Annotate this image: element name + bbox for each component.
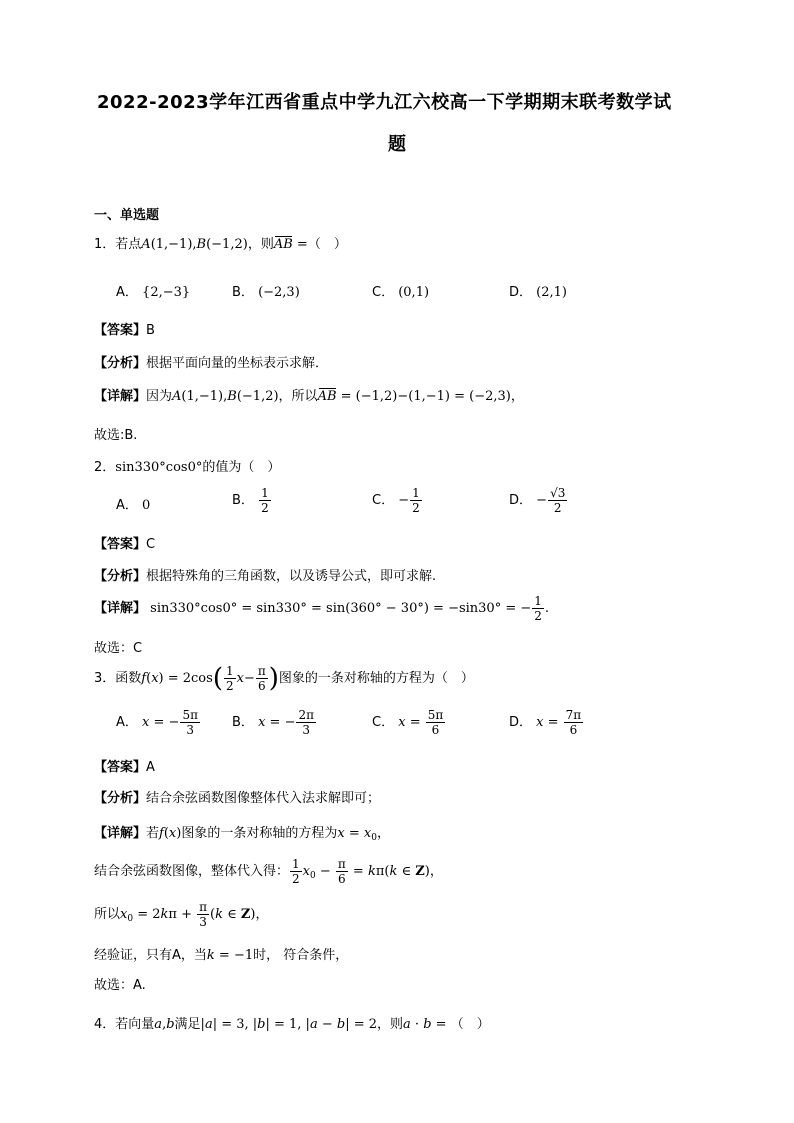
question-3-stem: 3．函数f(x) = 2cos( $\frac{1}{2}$ x− $\frac{\pi}{6}$ )图象的一条对称轴的方程为（ ） — [94, 663, 474, 694]
q3-analysis: 【分析】结合余弦函数图像整体代入法求解即可； — [94, 791, 381, 806]
q3-detail-line3: 所以$x_0 = 2k\pi$ + $\frac{\pi}{3}$ (k ∈ Z)， — [94, 900, 269, 929]
option-d: D． (2,1) — [509, 285, 567, 300]
option-c: C． (0,1) — [372, 285, 430, 300]
q3-detail: 【详解】若f(x)图象的一条对称轴的方程为$x = x_0$， — [94, 826, 390, 843]
page-title: 2022-2023学年江西省重点中学九江六校高一下学期期末联考数学试 — [97, 92, 672, 113]
q1-conclusion: 故选:B. — [94, 428, 138, 443]
q3-detail-line2: 结合余弦函数图像，整体代入得： $\frac{1}{2}$ $x_0$ − $\frac{\pi}{6}$ = kπ(k ∈ Z)， — [94, 857, 443, 886]
q3-answer: 【答案】A — [94, 760, 155, 775]
section-heading: 一、单选题 — [94, 208, 160, 223]
question-number: 1． — [94, 237, 116, 252]
stem-text: 若点 — [115, 237, 142, 252]
question-1-stem: 1．若点A(1,−1),B(−1,2)，则AB =（ ） — [94, 237, 347, 252]
q1-answer: 【答案】B — [94, 323, 155, 338]
option-b: B． (−2,3) — [232, 285, 300, 300]
stem-text: （ ） — [307, 237, 347, 252]
q1-detail: 【详解】因为A(1,−1),B(−1,2)，所以AB = (−1,2)−(1,−1) = (−2,3)， — [94, 389, 524, 404]
option-a: A． 0 — [116, 498, 151, 513]
option-a: A． {2,−3} — [116, 285, 191, 300]
stem-text: ，则 — [247, 237, 274, 252]
q2-conclusion: 故选：C — [94, 641, 143, 656]
q1-analysis: 【分析】根据平面向量的坐标表示求解． — [94, 356, 329, 371]
option-b: B． x = − $\frac{2\pi}{3}$ — [232, 708, 314, 737]
q2-analysis: 【分析】根据特殊角的三角函数，以及诱导公式，即可求解. — [94, 569, 437, 584]
option-c: C． − $\frac{1}{2}$ — [372, 486, 420, 515]
page-title-continued: 题 — [388, 134, 407, 155]
option-a: A． x = − $\frac{5\pi}{3}$ — [116, 708, 198, 737]
option-d: D． − $\frac{√3}{2}$ — [509, 486, 566, 515]
q2-answer: 【答案】C — [94, 537, 156, 552]
option-c: C． x = $\frac{5\pi}{6}$ — [372, 708, 444, 737]
question-2-stem: 2．sin330°cos0°的值为（ ） — [94, 460, 281, 475]
q3-conclusion: 故选：A. — [94, 978, 146, 993]
option-b: B． $\frac{1}{2}$ — [232, 486, 269, 515]
q3-detail-line4: 经验证，只有A，当k = −1时， 符合条件， — [94, 948, 349, 963]
question-4-stem: 4．若向量a,b满足|a| = 3, |b| = 1, |a − b| = 2，则a · b = （ ） — [94, 1017, 490, 1032]
q2-detail: 【详解】 sin330°cos0° = sin330° = sin(360° − 30°) = −sin30° = − $\frac{1}{2}$ . — [94, 594, 550, 623]
option-d: D． x = $\frac{7\pi}{6}$ — [509, 708, 582, 737]
